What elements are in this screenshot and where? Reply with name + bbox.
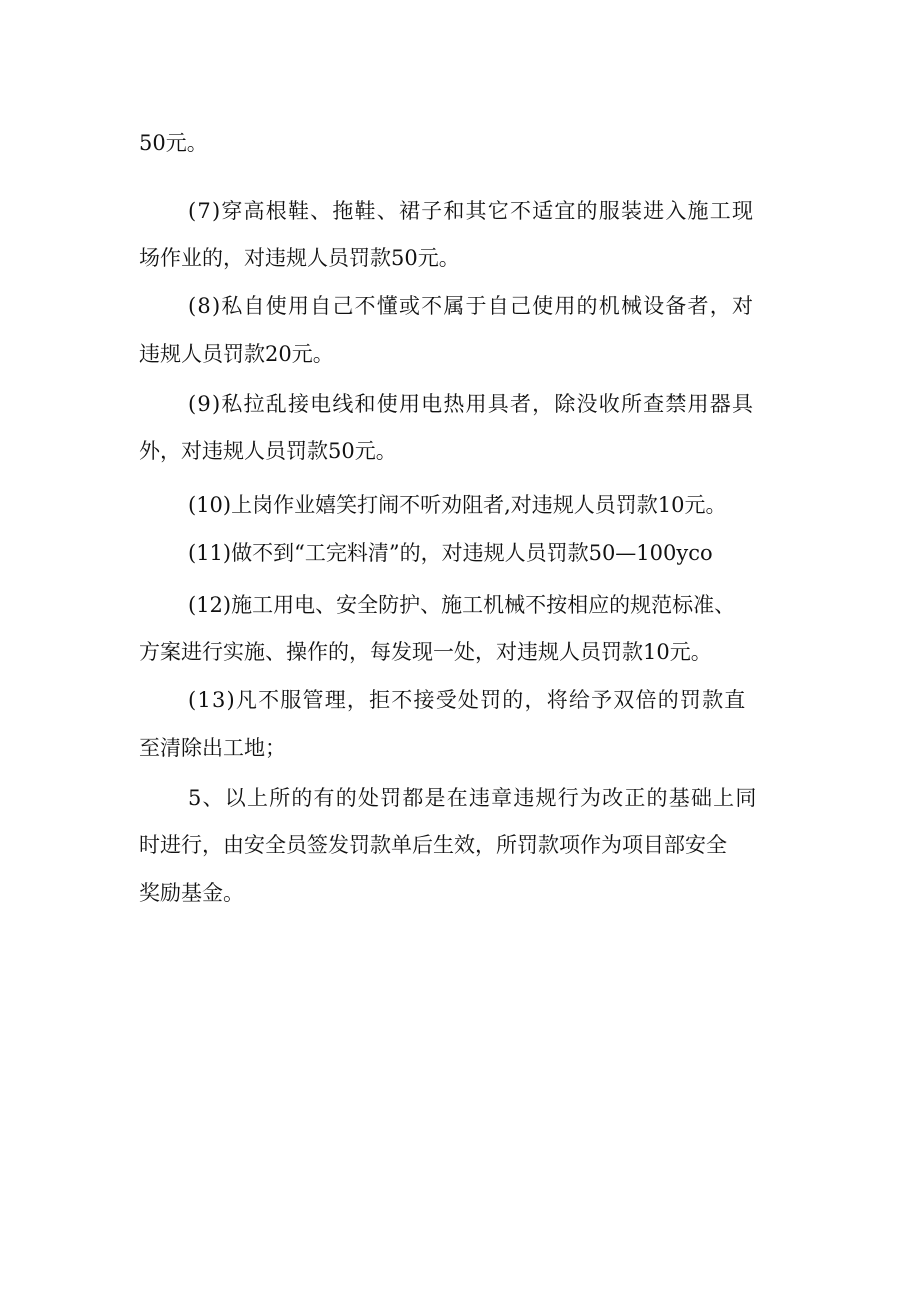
section-5-line-3: 奖励基金。 [139,881,244,905]
item-7-line-1: (7)穿高根鞋、拖鞋、裙子和其它不适宜的服装进入施工现 [188,199,755,223]
section-5-line-2: 时进行，由安全员签发罚款单后生效，所罚款项作为项目部安全 [139,833,727,857]
item-9-line-2: 外，对违规人员罚款50元。 [139,439,397,463]
item-9-line-1: (9)私拉乱接电线和使用电热用具者，除没收所查禁用器具 [188,392,755,416]
item-8-line-1: (8)私自使用自己不懂或不属于自己使用的机械设备者，对 [188,294,755,318]
item-12-line-1: (12)施工用电、安全防护、施工机械不按相应的规范标准、 [188,593,736,617]
section-5-line-1: 5、以上所的有的处罚都是在违章违规行为改正的基础上同 [188,786,758,810]
item-13-line-2: 至清除出工地； [139,736,286,760]
item-11-line-1: (11)做不到“工完料清”的，对违规人员罚款50—100yco [188,541,713,565]
text-line-fine-50: 50元。 [139,131,208,155]
item-12-line-2: 方案进行实施、操作的，每发现一处，对违规人员罚款10元。 [139,640,712,664]
item-8-line-2: 违规人员罚款20元。 [139,342,334,366]
item-10-line-1: (10)上岗作业嬉笑打闹不听劝阻者,对违规人员罚款10元。 [188,493,727,517]
item-13-line-1: (13)凡不服管理，拒不接受处罚的，将给予双倍的罚款直 [188,688,747,712]
item-7-line-2: 场作业的，对违规人员罚款50元。 [139,246,460,270]
